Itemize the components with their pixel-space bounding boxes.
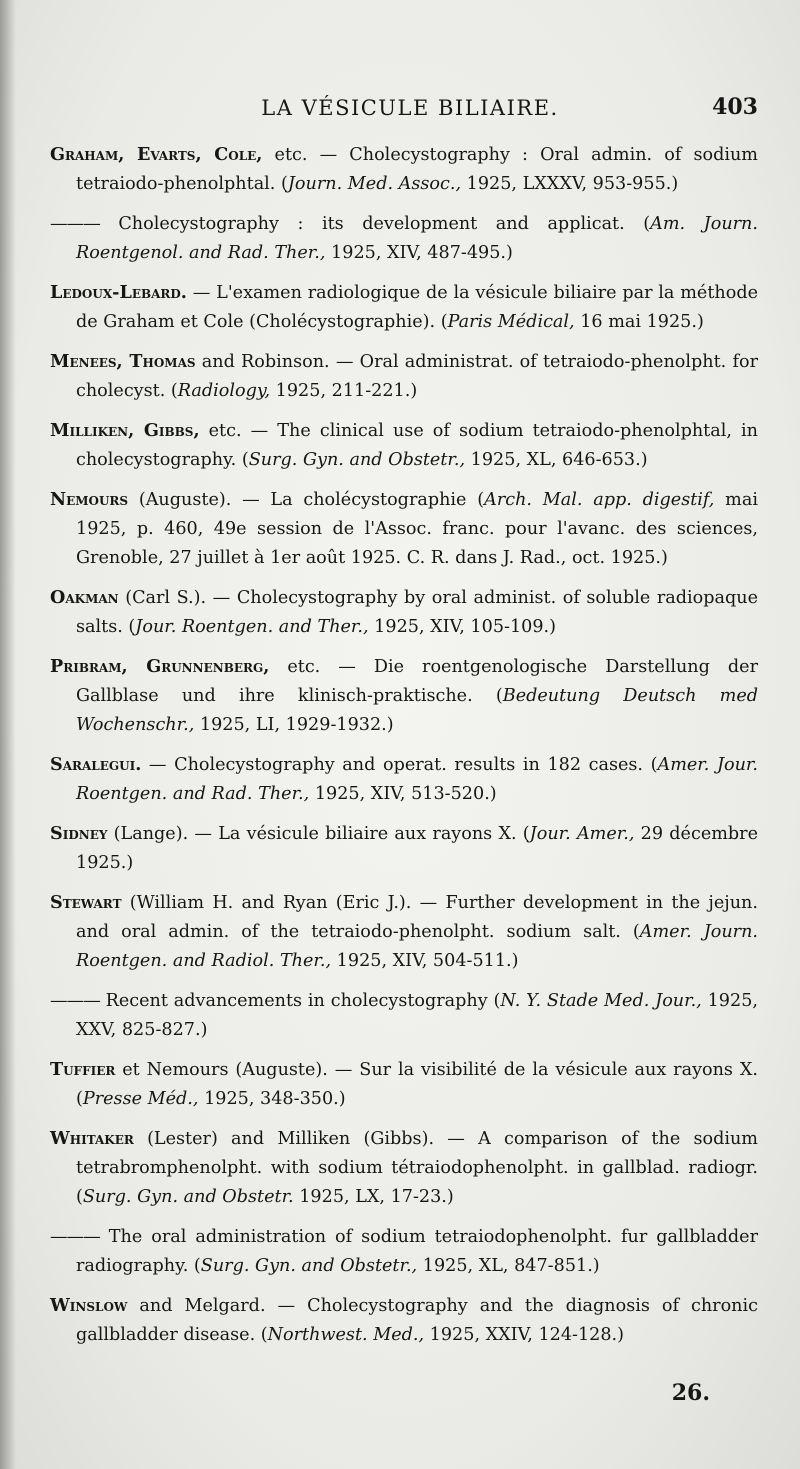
- entry-source: Jour. Roentgen. and Ther.,: [135, 617, 369, 637]
- entry-author: Whitaker: [50, 1128, 134, 1149]
- entry-source: Presse Méd.,: [82, 1089, 199, 1109]
- entry-tail: 1925, XIV, 504-511.): [331, 951, 519, 971]
- entry-tail: 1925, 348-350.): [198, 1089, 346, 1109]
- entry-source: Surg. Gyn. and Obstetr.,: [248, 450, 466, 470]
- entry-tail: 1925, XIV, 487-495.): [325, 243, 513, 263]
- running-title: LA VÉSICULE BILIAIRE.: [261, 96, 559, 120]
- entry-tail: 16 mai 1925.): [574, 312, 704, 332]
- entry-source: Surg. Gyn. and Obstetr.: [82, 1187, 294, 1207]
- entry-source: Arch. Mal. app. digestif,: [484, 490, 715, 510]
- entry-source: Paris Médical,: [447, 312, 575, 332]
- entry-source: Journ. Med. Assoc.,: [287, 174, 462, 194]
- entry-tail: 1925, XL, 847-851.): [417, 1256, 600, 1276]
- entry-tail: 1925, LXXXV, 953-955.): [461, 174, 679, 194]
- entry-text: (Lester) and Milliken (Gibbs). — A comparison of the sodium tetrabromphenolpht. with sodium tétraiodophenolpht. in gallblad. radiogr. (: [76, 1129, 758, 1207]
- entry-text: etc. — Die roentgenologische Darstellung der Gallblase und ihre klinisch-praktische. (: [76, 657, 758, 706]
- entry-tail: 1925, XIV, 513-520.): [309, 784, 497, 804]
- entry-dash: ———: [50, 214, 100, 234]
- entry-author: Stewart: [50, 892, 122, 913]
- entry-source: Amer. Journ. Roentgen. and Radiol. Ther.,: [76, 922, 759, 971]
- entry-text: The oral administration of sodium tetraiodophenolpht. fur gallbladder radiography. (: [76, 1227, 758, 1276]
- entry-text: and Robinson. — Oral administrat. of tetraiodo-phenolpht. for cholecyst. (: [76, 352, 758, 401]
- bibliography-entry: [50, 750, 758, 809]
- entry-text: etc. — Cholecystography : Oral admin. of sodium tetraiodo-phenolphtal. (: [76, 145, 758, 194]
- entry-text: etc. — The clinical use of sodium tetraiodo-phenolphtal, in cholecystography. (: [76, 421, 758, 470]
- bibliography-entry: [50, 986, 758, 1045]
- entry-text: (Lange). — La vésicule biliaire aux rayons X. (: [107, 824, 530, 844]
- bibliography-entry: [50, 1291, 758, 1350]
- entry-tail: 1925, LI, 1929-1932.): [194, 715, 394, 735]
- entry-source: Surg. Gyn. and Obstetr.,: [200, 1256, 418, 1276]
- signature-mark: 26.: [671, 1380, 710, 1406]
- entry-author: Ledoux-Lebard.: [50, 282, 187, 303]
- bibliography-entry: [50, 347, 758, 406]
- entry-source: Am. Journ. Roentgenol. and Rad. Ther.,: [76, 214, 758, 263]
- entry-text: and Melgard. — Cholecystography and the diagnosis of chronic gallbladder disease. (: [76, 1296, 758, 1345]
- entry-source: N. Y. Stade Med. Jour.,: [500, 991, 702, 1011]
- entry-author: Pribram, Grunnenberg,: [50, 656, 270, 677]
- entry-tail: 1925, XXIV, 124-128.): [424, 1325, 625, 1345]
- entry-dash: ———: [50, 1227, 100, 1247]
- bibliography-list: [50, 140, 758, 1360]
- bibliography-entry: [50, 1222, 758, 1281]
- entry-author: Sidney: [50, 823, 108, 844]
- entry-source: Jour. Amer.,: [529, 824, 635, 844]
- entry-tail: mai 1925, p. 460, 49e session de l'Assoc. franc. pour l'avanc. des sciences, Grenoble, 27 juillet à 1er août 1925. C. R. dans J. Rad., oct. 1925.): [76, 490, 758, 568]
- entry-author: Saralegui.: [50, 754, 142, 775]
- entry-source: Radiology,: [177, 381, 271, 401]
- entry-author: Tuffier: [50, 1059, 116, 1080]
- entry-author: Menees, Thomas: [50, 351, 196, 372]
- page-header: [60, 92, 760, 132]
- entry-text: — Cholecystography and operat. results in 182 cases. (: [141, 755, 658, 775]
- entry-text: (Carl S.). — Cholecystography by oral administ. of soluble radiopaque salts. (: [76, 588, 758, 637]
- entry-source: Bedeutung Deutsch med Wochenschr.,: [76, 686, 758, 735]
- bibliography-entry: [50, 140, 758, 199]
- bibliography-entry: [50, 416, 758, 475]
- entry-author: Milliken, Gibbs,: [50, 420, 200, 441]
- bibliography-entry: [50, 278, 758, 337]
- bibliography-entry: [50, 485, 758, 573]
- entry-text: et Nemours (Auguste). — Sur la visibilité de la vésicule aux rayons X. (: [76, 1060, 758, 1109]
- entry-text: — L'examen radiologique de la vésicule biliaire par la méthode de Graham et Cole (Cholécystographie). (: [76, 283, 758, 332]
- page-number: 403: [712, 94, 758, 120]
- entry-tail: 1925, LX, 17-23.): [293, 1187, 454, 1207]
- bibliography-entry: [50, 209, 758, 268]
- entry-text: Cholecystography : its development and applicat. (: [99, 214, 651, 234]
- entry-dash: ———: [50, 991, 100, 1011]
- entry-tail: 1925, XIV, 105-109.): [368, 617, 556, 637]
- entry-author: Graham, Evarts, Cole,: [50, 144, 263, 165]
- entry-tail: 29 décembre 1925.): [76, 824, 758, 873]
- entry-text: Recent advancements in cholecystography (: [99, 991, 501, 1011]
- bibliography-entry: [50, 583, 758, 642]
- entry-author: Winslow: [50, 1295, 128, 1316]
- entry-source: Amer. Jour. Roentgen. and Rad. Ther.,: [76, 755, 758, 804]
- entry-author: Nemours: [50, 489, 129, 510]
- entry-author: Oakman: [50, 587, 119, 608]
- entry-tail: 1925, XXV, 825-827.): [76, 991, 758, 1040]
- page-shadow: [0, 0, 16, 1469]
- entry-text: (Auguste). — La cholécystographie (: [128, 490, 485, 510]
- entry-text: (William H. and Ryan (Eric J.). — Further development in the jejun. and oral admin. of the tetraiodo-phenolpht. sodium salt. (: [76, 893, 758, 942]
- bibliography-entry: [50, 1124, 758, 1212]
- bibliography-entry: [50, 1055, 758, 1114]
- bibliography-entry: [50, 819, 758, 878]
- bibliography-entry: [50, 888, 758, 976]
- entry-source: Northwest. Med.,: [267, 1325, 425, 1345]
- entry-tail: 1925, 211-221.): [270, 381, 418, 401]
- bibliography-entry: [50, 652, 758, 740]
- entry-tail: 1925, XL, 646-653.): [465, 450, 648, 470]
